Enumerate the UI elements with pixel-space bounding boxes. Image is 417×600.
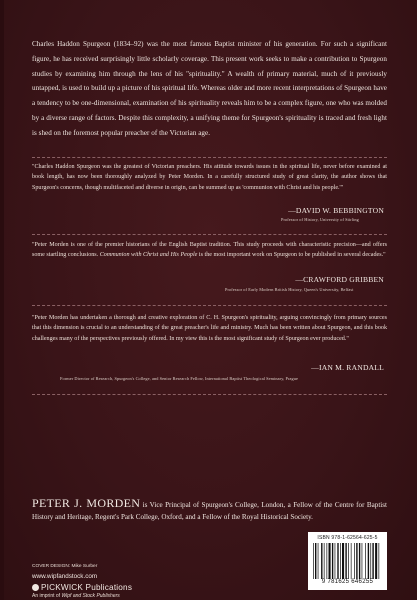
publisher-name: PICKWICK Publications <box>41 583 133 592</box>
endorser-role: Former Director of Research, Spurgeon's College, and Senior Research Fellow, International Baptist Theological Seminary, Prague <box>60 376 299 381</box>
spine-edge <box>0 0 4 600</box>
cover-design-credit: COVER DESIGN: Mike Surber <box>32 564 98 569</box>
barcode-bar <box>321 543 322 579</box>
imprint-publisher: Wipf and Stock Publishers <box>61 593 120 599</box>
endorsement-quote: "Charles Haddon Spurgeon was the greatest of Victorian preachers. His attitude towards issues in the spiritual life, never before examined at book length, has now been thoroughly analyzed by Peter Morden. In a carefully structured study of great clarity, the author shows that Spurgeon's concerns, though multifaceted and diverse in origin, can be summed up as 'communion with Christ and his people.'" <box>32 164 387 191</box>
barcode-bar <box>354 543 355 579</box>
divider <box>32 305 387 306</box>
barcode-bar <box>329 543 331 579</box>
author-bio-text: is Vice Principal of Spurgeon's College, London, a Fellow of the Centre for Baptist History and Heritage, Regent's Park College, Oxford, and a Fellow of the Royal Historical Society. <box>32 501 387 522</box>
barcode-bar <box>345 543 346 579</box>
isbn-barcode <box>308 532 387 590</box>
barcode-bar <box>375 543 377 579</box>
barcode-bar <box>335 543 336 579</box>
divider <box>32 234 387 235</box>
barcode-bar <box>372 543 373 579</box>
endorsement-quote: "Peter Morden has undertaken a thorough and creative exploration of C. H. Spurgeon's spirituality, arguing convincingly from primary sources that this dimension is crucial to an understanding of the great preacher's life and ministry. Much has been written about Spurgeon, and this book challenges many of the perspectives previously offered. In my view this is the most significant study of Spurgeon ever produced." <box>32 315 387 342</box>
book-title-italic: Communion with Christ and His People <box>99 252 198 259</box>
barcode-bar <box>379 543 380 579</box>
barcode-bar <box>340 543 341 579</box>
barcode-bar <box>359 543 360 579</box>
author-bio <box>32 497 387 524</box>
publisher-logo-icon <box>32 584 39 591</box>
endorser-name: —DAVID W. BEBBINGTON <box>288 206 384 215</box>
publisher-website: www.wipfandstock.com <box>32 573 98 580</box>
isbn-number: ISBN 978-1-62564-625-5 <box>317 535 378 541</box>
barcode-digits: 9 781625 646255 <box>321 579 374 585</box>
imprint-text: An imprint of <box>32 593 62 599</box>
barcode-bar <box>351 543 352 579</box>
barcode-bar <box>324 543 325 579</box>
author-name: PETER J. MORDEN <box>32 496 141 510</box>
barcode-bar <box>348 543 349 579</box>
barcode-bar <box>368 543 369 579</box>
barcode-bar <box>362 543 363 579</box>
endorsement-quote <box>32 240 387 261</box>
endorser-name: —IAN M. RANDALL <box>311 363 384 372</box>
barcode-bar <box>342 543 344 579</box>
endorser-role: Professor of Early Modern British History, Queen's University, Belfast <box>225 287 354 292</box>
book-summary: Charles Haddon Spurgeon (1834–92) was the most famous Baptist minister of his generation. For such a significant figure, he has received surprisingly little scholarly coverage. This present work seeks to make a contribution to Spurgeon studies by examining him through the lens of his "spirituality." A wealth of primary material, much of it previously untapped, is used to build up a picture of his spiritual life. Whereas older and more recent interpretations of Spurgeon have a tendency to be one-dimensional, examination of his spirituality reveals him to be a complex figure, one who was molded by a diverse range of factors. Despite this complexity, a unifying theme for Spurgeon's spirituality is traced and fresh light is shed on the foremost popular preacher of the Victorian age. <box>32 40 387 137</box>
endorser-role: Professor of History, University of Stirling <box>281 217 359 222</box>
quote-text: is the most important work on Spurgeon to be published in several decades." <box>197 252 386 259</box>
quote-text: "Peter Morden is one of the premier historians of the English Baptist tradition. This study proceeds with characteristic precision—and offers some startling conclusions. <box>32 242 387 259</box>
publisher-logo <box>32 583 132 592</box>
barcode-bar <box>327 543 328 579</box>
endorser-name: —CRAWFORD GRIBBEN <box>295 275 384 284</box>
barcode-bar <box>356 543 357 579</box>
imprint-line <box>32 593 120 599</box>
barcode-bar <box>365 543 366 579</box>
barcode-bar <box>318 543 319 579</box>
divider <box>32 157 387 158</box>
barcode-bar <box>313 543 314 579</box>
barcode-bar <box>370 543 371 579</box>
barcode-bar <box>337 543 338 579</box>
divider <box>32 394 387 395</box>
barcode-bar <box>332 543 333 579</box>
barcode-icon <box>312 543 383 579</box>
barcode-bar <box>315 543 316 579</box>
